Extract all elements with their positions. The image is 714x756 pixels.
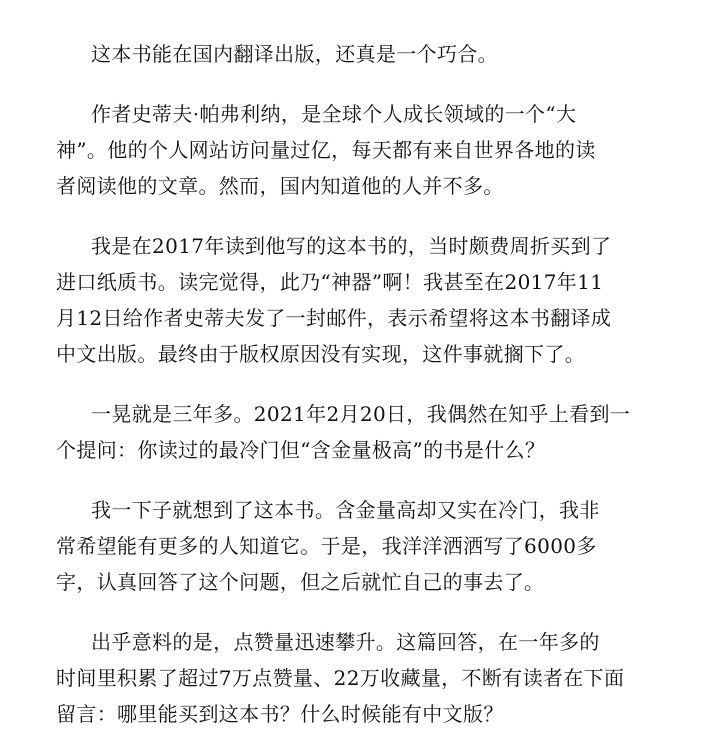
paragraph-line: 进口纸质书。读完觉得，此乃“神器”啊！我甚至在2017年11 bbox=[56, 270, 604, 294]
paragraph-line: 月12日给作者史蒂夫发了一封邮件，表示希望将这本书翻译成 bbox=[56, 306, 612, 330]
paragraph-line: 者阅读他的文章。然而，国内知道他的人并不多。 bbox=[56, 174, 504, 198]
paragraph-line: 神”。他的个人网站访问量过亿，每天都有来自世界各地的读 bbox=[56, 138, 596, 162]
paragraph-line: 字，认真回答了这个问题，但之后就忙自己的事去了。 bbox=[56, 570, 545, 594]
paragraph-2 bbox=[56, 96, 656, 204]
paragraph-line: 我是在2017年读到他写的这本书的，当时颇费周折买到了 bbox=[91, 234, 612, 258]
paragraph-line: 中文出版。最终由于版权原因没有实现，这件事就搁下了。 bbox=[56, 342, 586, 366]
document-page bbox=[56, 36, 656, 756]
paragraph-4 bbox=[56, 396, 656, 468]
paragraph-line: 时间里积累了超过7万点赞量、22万收藏量，不断有读者在下面 bbox=[56, 666, 625, 690]
paragraph-line: 留言：哪里能买到这本书？什么时候能有中文版？ bbox=[56, 702, 504, 726]
paragraph-5 bbox=[56, 492, 656, 600]
paragraph-line: 常希望能有更多的人知道它。于是，我洋洋洒洒写了6000多 bbox=[56, 534, 597, 558]
paragraph-line: 这本书能在国内翻译出版，还真是一个巧合。 bbox=[91, 42, 498, 66]
paragraph-line: 我一下子就想到了这本书。含金量高却又实在冷门，我非 bbox=[91, 498, 600, 522]
paragraph-3 bbox=[56, 228, 656, 372]
paragraph-6 bbox=[56, 624, 656, 732]
paragraph-1 bbox=[56, 36, 656, 72]
paragraph-line: 作者史蒂夫·帕弗利纳，是全球个人成长领域的一个“大 bbox=[91, 102, 577, 126]
paragraph-line: 出乎意料的是，点赞量迅速攀升。这篇回答，在一年多的 bbox=[91, 630, 600, 654]
paragraph-line: 个提问：你读过的最冷门但“含金量极高”的书是什么？ bbox=[56, 438, 546, 462]
paragraph-line: 一晃就是三年多。2021年2月20日，我偶然在知乎上看到一 bbox=[91, 402, 631, 426]
